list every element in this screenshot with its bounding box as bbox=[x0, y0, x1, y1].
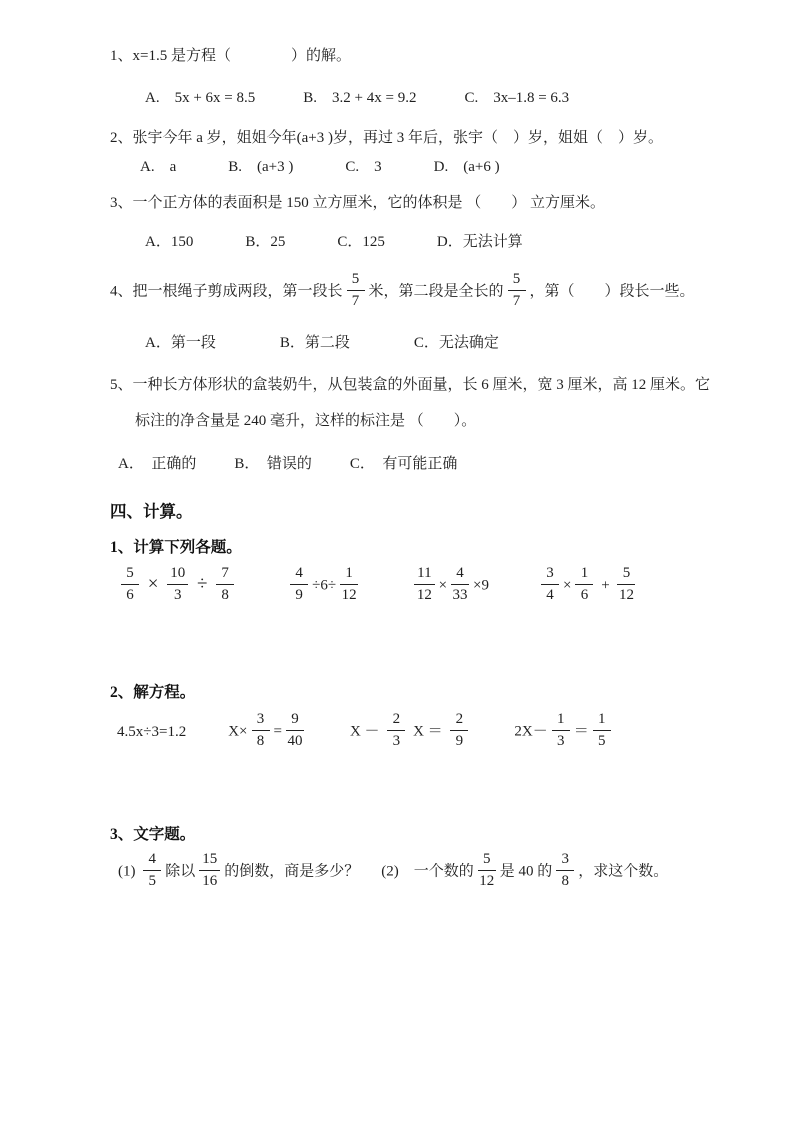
question-4 bbox=[110, 273, 703, 354]
q1-option-a: A. 5x + 6x = 8.5 bbox=[145, 90, 256, 106]
q1-stem: 1、x=1.5 是方程（ ）的解。 bbox=[110, 48, 351, 64]
question-5 bbox=[110, 375, 711, 475]
q2-option-a: A. a bbox=[140, 159, 177, 175]
equations-row bbox=[110, 713, 703, 751]
fraction: $\frac{5}{12}$ bbox=[479, 851, 495, 889]
equation-1: 4.5x÷3=1.2 bbox=[117, 723, 187, 740]
q3-options bbox=[110, 232, 703, 253]
question-3 bbox=[110, 193, 703, 253]
fraction: $\frac{4}{33}$ bbox=[452, 565, 468, 603]
word-problems-row bbox=[110, 853, 703, 891]
calc-sub1-title: 1、计算下列各题。 bbox=[110, 539, 242, 556]
q4-option-b: B．第二段 bbox=[279, 335, 350, 351]
fraction: $\frac{1}{3}$ bbox=[552, 711, 570, 749]
fraction: $\frac{5}{12}$ bbox=[618, 565, 634, 603]
fraction: $\frac{4}{9}$ bbox=[290, 565, 308, 603]
q2-stem: 2、张宇今年 a 岁，姐姐今年(a+3 )岁，再过 3 年后，张宇（ ）岁，姐姐（ ）岁。 bbox=[110, 130, 664, 146]
fraction: $\frac{1}{6}$ bbox=[575, 565, 593, 603]
q4-stem: 4、把一根绳子剪成两段，第一段长 $\frac{5}{7}$ 米，第二段是全长的 $\frac{5}{7}$ ，第（ ）段长一些。 bbox=[110, 271, 695, 309]
fraction: $\frac{9}{40}$ bbox=[287, 711, 303, 749]
fraction: $\frac{7}{8}$ bbox=[216, 565, 234, 603]
fraction: $\frac{3}{8}$ bbox=[252, 711, 270, 749]
calc-section bbox=[110, 501, 703, 891]
calc-section-title: 四、计算。 bbox=[110, 502, 193, 521]
calc-sub2-title: 2、解方程。 bbox=[110, 684, 196, 701]
expression-2: $\frac{4}{9}$ ÷6÷ $\frac{1}{12}$ bbox=[286, 567, 362, 605]
question-1 bbox=[110, 46, 703, 109]
fraction: $\frac{2}{3}$ bbox=[387, 711, 405, 749]
fraction: $\frac{1}{5}$ bbox=[593, 711, 611, 749]
q2-options bbox=[110, 157, 703, 178]
question-2 bbox=[110, 128, 703, 178]
q3-option-c: C．125 bbox=[337, 234, 385, 250]
word-problem-2: (2) 一个数的 $\frac{5}{12}$ 是 40 的 $\frac{3}{8}$ ，求这个数。 bbox=[381, 851, 669, 889]
word-problem-1: (1) $\frac{4}{5}$ 除以 $\frac{15}{16}$ 的倒数，商是多少？ bbox=[118, 851, 360, 889]
q3-option-d: D．无法计算 bbox=[436, 234, 523, 250]
equation-3: X － $\frac{2}{3}$ X ＝ $\frac{2}{9}$ bbox=[350, 713, 472, 751]
fraction: $\frac{1}{12}$ bbox=[341, 565, 357, 603]
q5-option-c: C． 有可能正确 bbox=[349, 456, 458, 472]
q1-option-c: C. 3x–1.8 = 6.3 bbox=[464, 90, 570, 106]
q5-option-b: B． 错误的 bbox=[234, 456, 312, 472]
fraction: $\frac{3}{4}$ bbox=[541, 565, 559, 603]
q4-option-c: C．无法确定 bbox=[413, 335, 499, 351]
fraction: $\frac{5}{7}$ bbox=[347, 271, 365, 309]
equation-4: 2X－ $\frac{1}{3}$ ＝ $\frac{1}{5}$ bbox=[514, 713, 614, 751]
q2-option-d: D. (a+6 ) bbox=[433, 159, 500, 175]
fraction: $\frac{5}{6}$ bbox=[121, 565, 139, 603]
q5-stem-line-2: 标注的净含量是 240 毫升，这样的标注是 （ ）。 bbox=[135, 413, 477, 429]
q3-option-b: B．25 bbox=[245, 234, 286, 250]
q3-stem: 3、一个正方体的表面积是 150 立方厘米，它的体积是 （ ） 立方厘米。 bbox=[110, 195, 606, 211]
calc-expressions-row bbox=[110, 567, 703, 605]
q3-option-a: A．150 bbox=[145, 234, 194, 250]
q5-option-a: A． 正确的 bbox=[118, 456, 197, 472]
fraction: $\frac{2}{9}$ bbox=[450, 711, 468, 749]
q1-option-b: B. 3.2 + 4x = 9.2 bbox=[303, 90, 417, 106]
fraction: $\frac{4}{5}$ bbox=[143, 851, 161, 889]
calc-sub3-title: 3、文字题。 bbox=[110, 826, 196, 843]
fraction: $\frac{5}{7}$ bbox=[508, 271, 526, 309]
fraction: $\frac{15}{16}$ bbox=[199, 851, 220, 889]
fraction: $\frac{10}{3}$ bbox=[167, 565, 188, 603]
q2-option-c: C. 3 bbox=[345, 159, 382, 175]
q2-option-b: B. (a+3 ) bbox=[228, 159, 294, 175]
q5-stem-line-1: 5、一种长方体形状的盒装奶牛，从包装盒的外面量，长 6 厘米，宽 3 厘米，高 12 厘米。它 bbox=[110, 377, 711, 393]
expression-4: $\frac{3}{4}$ × $\frac{1}{6}$ + $\frac{5}{12}$ bbox=[537, 567, 639, 605]
expression-3: $\frac{11}{12}$ × $\frac{4}{33}$ ×9 bbox=[410, 567, 489, 605]
fraction: $\frac{11}{12}$ bbox=[414, 565, 434, 603]
expression-1: $\frac{5}{6}$ × $\frac{10}{3}$ ÷ $\frac{7}{8}$ bbox=[117, 567, 238, 605]
q5-options bbox=[110, 454, 703, 475]
q4-option-a: A．第一段 bbox=[145, 335, 216, 351]
equation-2: X× $\frac{3}{8}$ = $\frac{9}{40}$ bbox=[228, 711, 303, 749]
q1-options bbox=[110, 88, 703, 109]
q4-options bbox=[110, 333, 703, 354]
fraction: $\frac{3}{8}$ bbox=[556, 851, 574, 889]
